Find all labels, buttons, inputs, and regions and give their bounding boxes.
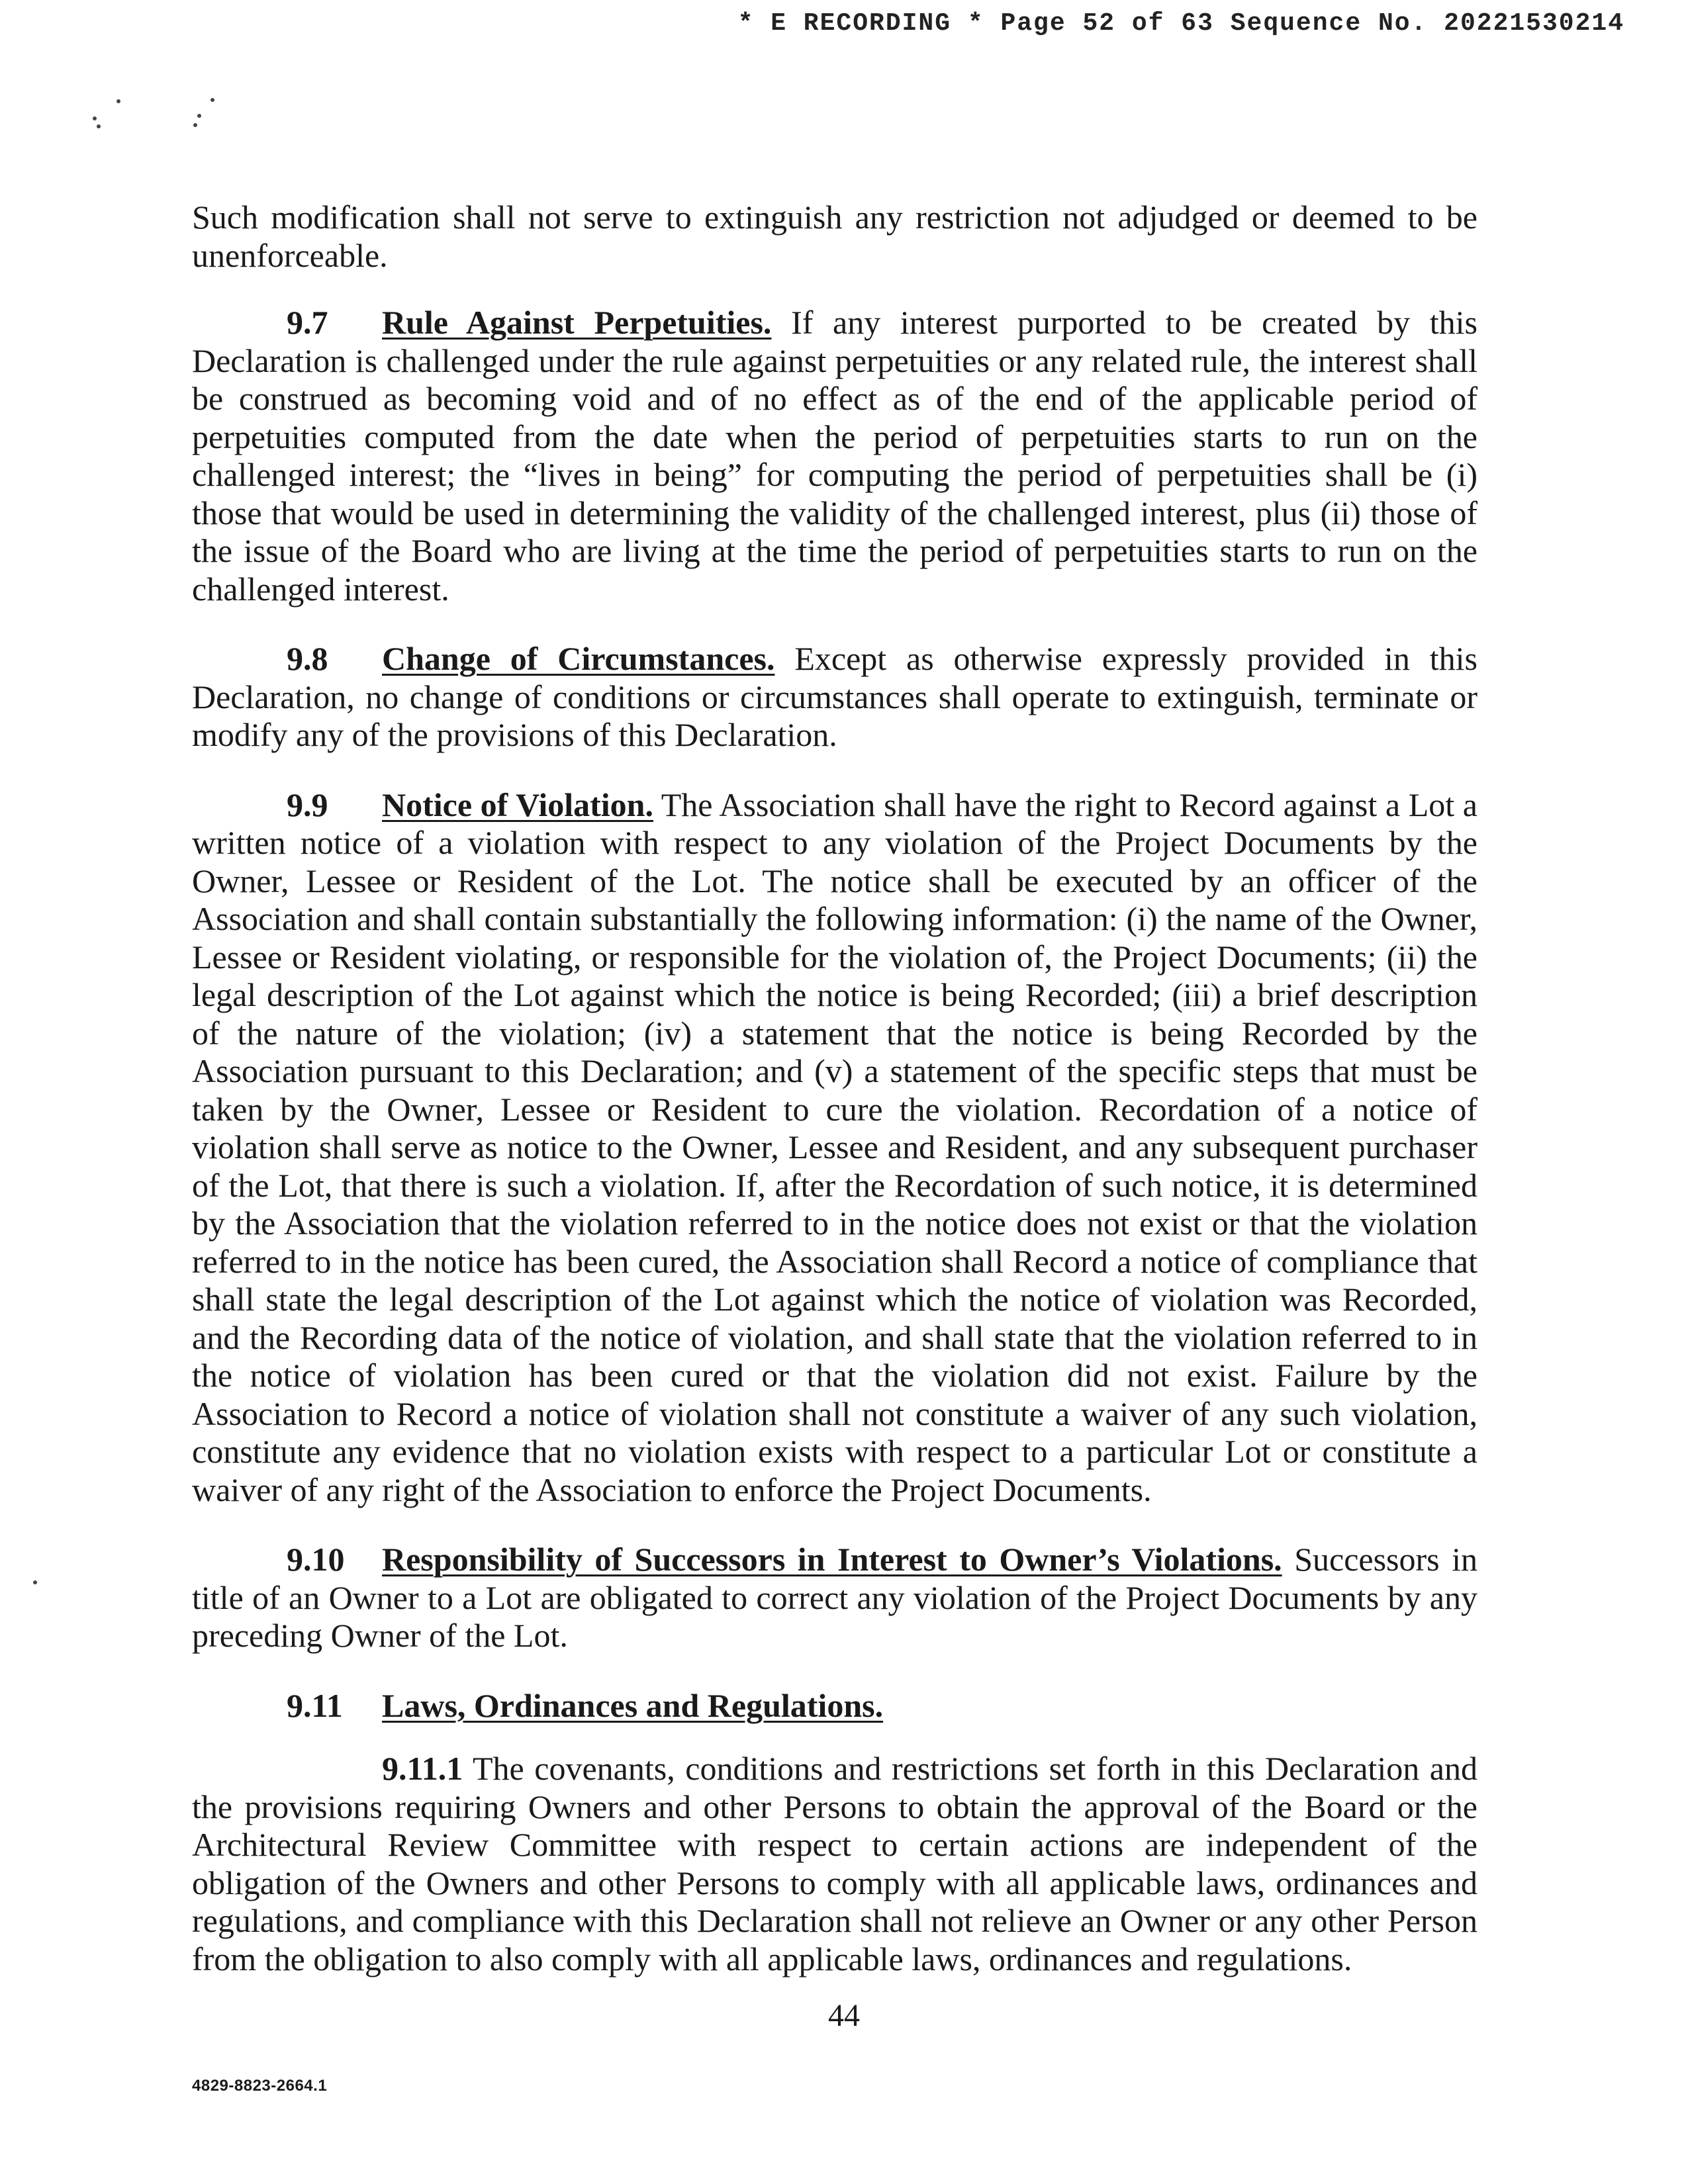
section-number: 9.9 (287, 786, 328, 823)
section-9-10 (192, 1541, 1477, 1655)
scan-speck (33, 1580, 37, 1584)
scan-speck (117, 99, 120, 103)
section-number: 9.7 (287, 304, 328, 341)
section-9-8 (192, 640, 1477, 754)
section-title: Notice of Violation. (382, 786, 653, 823)
page-number: 44 (828, 1998, 860, 2033)
section-number: 9.11 (287, 1686, 343, 1724)
section-text: Successors in title of an Owner to a Lot are obligated to correct any violation of the Project Documents by any preceding Owner of the Lot. (192, 1541, 1477, 1654)
section-title: Rule Against Perpetuities. (382, 304, 772, 341)
recording-stamp: * E RECORDING * Page 52 of 63 Sequence No. 20221530214 (737, 9, 1624, 38)
section-number: 9.8 (287, 640, 328, 677)
section-title: Laws, Ordinances and Regulations. (382, 1686, 884, 1724)
subsection-text: The covenants, conditions and restrictions set forth in this Declaration and the provisions requiring Owners and other Persons to obtain the approval of the Board or the Architectural Review Committee with respect to certain actions are independent of the obligation of the Owners and other Persons to comply with all applicable laws, ordinances and regulations, and compliance with this Declaration shall not relieve an Owner or any other Person from the obligation to also comply with all applicable laws, ordinances and regulations. (192, 1750, 1477, 1978)
section-number: 9.10 (287, 1541, 345, 1578)
section-text: Except as otherwise expressly provided in this Declaration, no change of conditions or circumstances shall operate to extinguish, terminate or modify any of the provisions of this Declaration. (192, 640, 1477, 753)
section-title: Change of Circumstances. (382, 640, 775, 677)
scan-speck (211, 98, 214, 102)
section-9-11 (192, 1687, 1477, 1725)
section-text: The Association shall have the right to Record against a Lot a written notice of a violation with respect to any violation of the Project Documents by the Owner, Lessee or Resident of the Lot. The notice shall be executed by an officer of the Association and shall contain substantially the following information: (i) the name of the Owner, Lessee or Resident violating, or responsible for the violation of, the Project Documents; (ii) the legal description of the Lot against which the notice is being Recorded; (iii) a brief description of the nature of the violation; (iv) a statement that the notice is being Recorded by the Association pursuant to this Declaration; and (v) a statement of the specific steps that must be taken by the Owner, Lessee or Resident to cure the violation. Recordation of a notice of violation shall serve as notice to the Owner, Lessee and Resident, and any subsequent purchaser of the Lot, that there is such a violation. If, after the Recordation of such notice, it is determined by the Association that the violation referred to in the notice does not exist or that the violation referred to in the notice has been cured, the Association shall Record a notice of compliance that shall state the legal description of the Lot against which the notice of violation was Recorded, and the Recording data of the notice of violation, and shall state that the violation referred to in the notice of violation has been cured or that the violation did not exist. Failure by the Association to Record a notice of violation shall not constitute a waiver of any such violation, constitute any evidence that no violation exists with respect to a particular Lot or constitute a waiver of any right of the Association to enforce the Project Documents. (192, 786, 1477, 1508)
scan-speck (93, 116, 97, 120)
document-body (192, 199, 1477, 2010)
section-9-7 (192, 304, 1477, 608)
scan-speck (97, 124, 101, 128)
scan-speck (197, 114, 201, 118)
section-title: Responsibility of Successors in Interest to Owner’s Violations. (382, 1541, 1282, 1578)
section-9-9 (192, 786, 1477, 1510)
document-id: 4829-8823-2664.1 (192, 2077, 328, 2095)
subsection-9-11-1 (192, 1750, 1477, 1978)
section-text: If any interest purported to be created by this Declaration is challenged under the rule against perpetuities or any related rule, the interest shall be construed as becoming void and of no effect as of the end of the applicable period of perpetuities computed from the date when the period of perpetuities starts to run on the challenged interest; the “lives in being” for computing the period of perpetuities shall be (i) those that would be used in determining the validity of the challenged interest, plus (ii) those of the issue of the Board who are living at the time the period of perpetuities starts to run on the challenged interest. (192, 304, 1477, 608)
scan-speck (193, 123, 197, 127)
continuation-paragraph: Such modification shall not serve to extinguish any restriction not adjudged or deemed to be unenforceable. (192, 199, 1477, 274)
subsection-number: 9.11.1 (382, 1750, 463, 1787)
